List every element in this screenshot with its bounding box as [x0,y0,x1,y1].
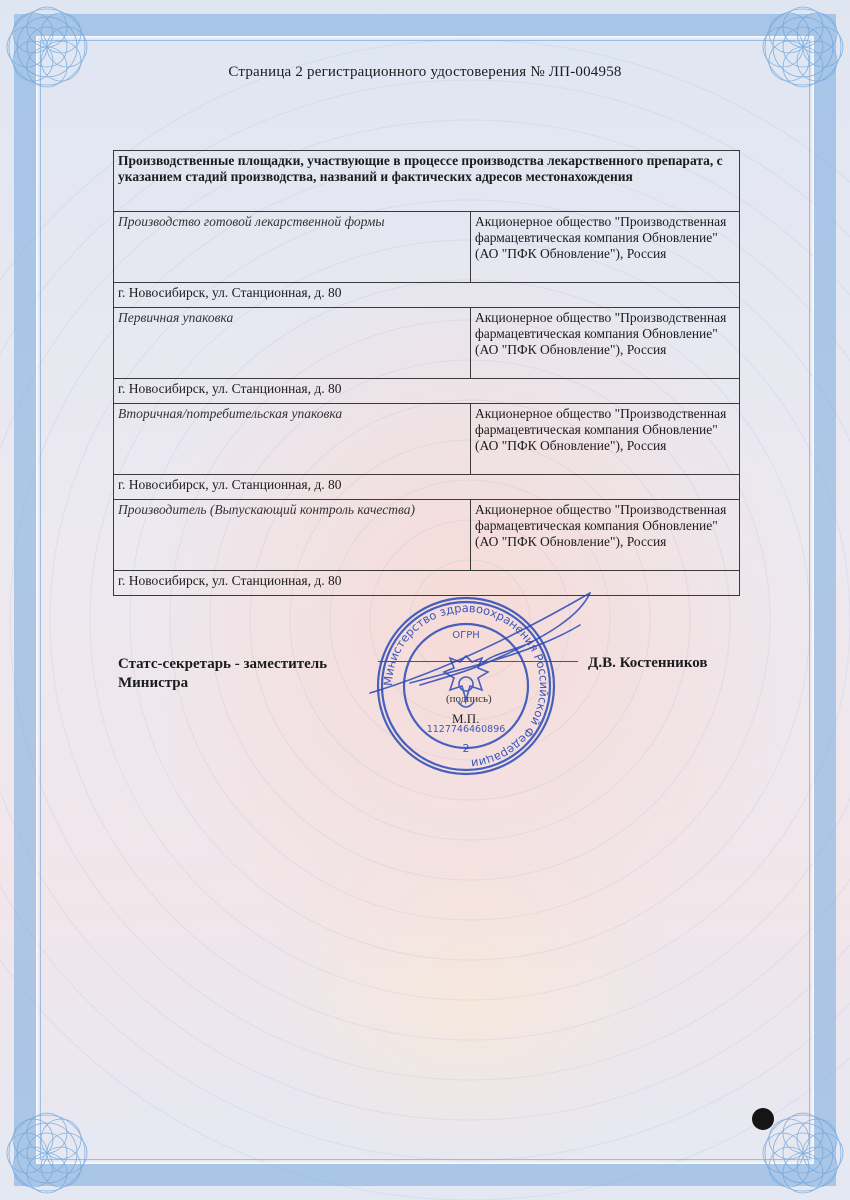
signer-name: Д.В. Костенников [588,655,708,671]
stamp-number: 2 [462,742,470,755]
address-cell: г. Новосибирск, ул. Станционная, д. 80 [114,379,740,404]
organization-cell: Акционерное общество "Производственная фармацевтическая компания Обновление" (АО "ПФК Обновление"), Россия [471,500,740,571]
table-header: Производственные площадки, участвующие в процессе производства лекарственного препарата, с указанием стадий производства, названий и фактических адресов местонахождения [114,151,740,212]
table-row [114,404,740,475]
seal-mark: М.П. [452,711,480,726]
table-row [114,475,740,500]
production-sites-table [113,150,740,596]
signature-caption: (подпись) [446,693,492,705]
handwritten-signature [350,585,610,715]
stamp-ring-text: Министерство здравоохранения Российской Федерации [380,600,552,771]
stamp-ogrn-label: ОГРН [452,630,480,641]
stage-cell: Производитель (Выпускающий контроль качества) [114,500,471,571]
address-cell: г. Новосибирск, ул. Станционная, д. 80 [114,571,740,596]
punch-hole [752,1108,774,1130]
organization-cell: Акционерное общество "Производственная фармацевтическая компания Обновление" (АО "ПФК Обновление"), Россия [471,308,740,379]
address-cell: г. Новосибирск, ул. Станционная, д. 80 [114,475,740,500]
corner-rosette-icon [2,1108,92,1198]
table-row [114,308,740,379]
stage-cell: Первичная упаковка [114,308,471,379]
organization-cell: Акционерное общество "Производственная фармацевтическая компания Обновление" (АО "ПФК Обновление"), Россия [471,212,740,283]
signer-position-line1: Статс-секретарь - заместитель [118,656,328,672]
stage-cell: Производство готовой лекарственной формы [114,212,471,283]
table-header-row [114,151,740,212]
table-row [114,379,740,404]
table-row [114,283,740,308]
stamp-ogrn-number: 1127746460896 [426,724,506,735]
signer-position [118,655,327,693]
organization-cell: Акционерное общество "Производственная фармацевтическая компания Обновление" (АО "ПФК Обновление"), Россия [471,404,740,475]
page-title: Страница 2 регистрационного удостоверения № ЛП-004958 [228,64,622,80]
stage-cell: Вторичная/потребительская упаковка [114,404,471,475]
signer-position-line2: Министра [118,675,189,691]
table-row [114,500,740,571]
address-cell: г. Новосибирск, ул. Станционная, д. 80 [114,283,740,308]
table-row [114,212,740,283]
